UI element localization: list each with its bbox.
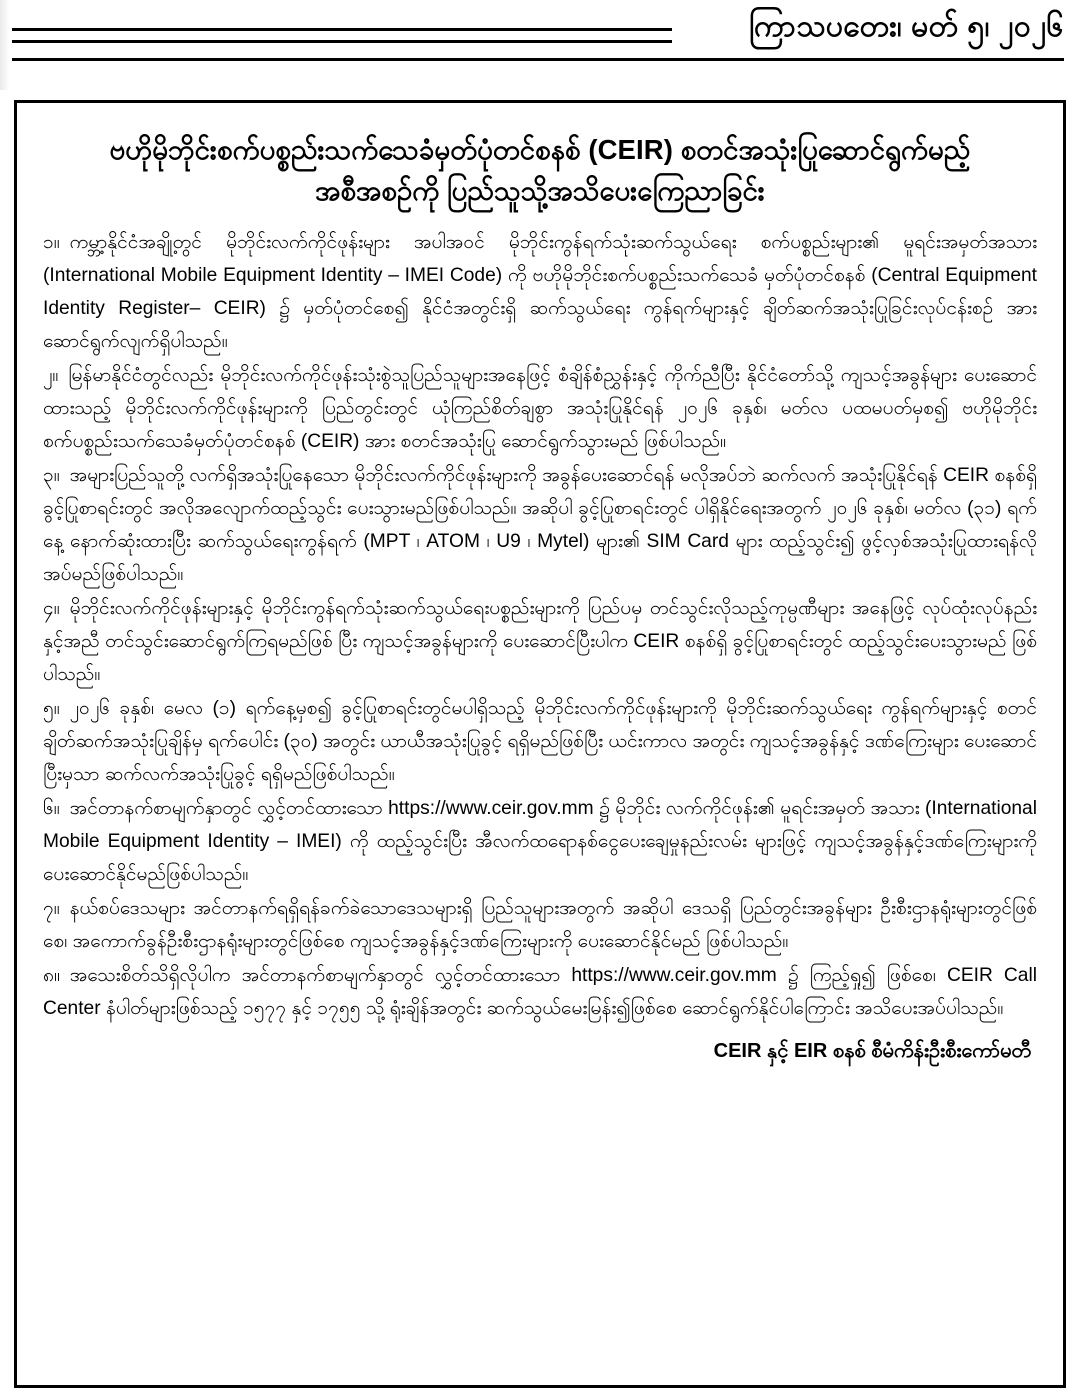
announcement-title (43, 129, 1037, 212)
header-divider-bottom (12, 58, 1064, 61)
announcement-article (14, 100, 1066, 1388)
paragraph-2 (43, 359, 1037, 458)
announcement-body (43, 226, 1037, 1025)
paragraph-6-number: ၆။ (43, 797, 60, 819)
paragraph-3-text: အများပြည်သူတို့ လက်ရှိအသုံးပြုနေသော မိုဘိုင်းလက်ကိုင်ဖုန်းများကို အခွန်ပေးဆောင်ရန် မလိုအပ်ဘဲ ဆက်လက် အသုံးပြုနိုင်ရန် CEIR စနစ်ရှိ ခွင့်ပြုစာရင်းတွင် အလိုအလျောက်ထည့်သွင်း ပေးသွားမည်ဖြစ်ပါသည်။ အဆိုပါ ခွင့်ပြုစာရင်းတွင် ပါရှိနိုင်ရေးအတွက် ၂၀၂၆ ခုနှစ်၊ မတ်လ (၃၁) ရက်နေ့ နောက်ဆုံးထားပြီး ဆက်သွယ်ရေးကွန်ရက် (MPT ၊ ATOM ၊ U9 ၊ Mytel) များ၏ SIM Card များ ထည့်သွင်း၍ ဖွင့်လှစ်အသုံးပြုထားရန်လိုအပ်မည်ဖြစ်ပါသည်။ (43, 464, 1037, 585)
paragraph-7-number: ၇။ (43, 897, 60, 919)
title-line-2: အစီအစဉ်ကို ပြည်သူသို့အသိပေးကြေညာခြင်း (315, 175, 765, 207)
header-divider-top (12, 28, 672, 31)
paragraph-6 (43, 792, 1037, 891)
paragraph-5-text: ၂၀၂၆ ခုနှစ်၊ မေလ (၁) ရက်နေ့မှစ၍ ခွင့်ပြုစာရင်းတွင်မပါရှိသည့် မိုဘိုင်းလက်ကိုင်ဖုန်းများကို မိုဘိုင်းဆက်သွယ်ရေး ကွန်ရက်များနှင့် စတင်ချိတ်ဆက်အသုံးပြုချိန်မှ ရက်ပေါင်း (၃၀) အတွင်း ယာယီအသုံးပြုခွင့် ရရှိမည်ဖြစ်ပြီး ယင်းကာလ အတွင်း ကျသင့်အခွန်နှင့် ဒဏ်ကြေးများ ပေးဆောင်ပြီးမှသာ ဆက်လက်အသုံးပြုခွင့် ရရှိမည်ဖြစ်ပါသည်။ (43, 697, 1037, 785)
paragraph-5-number: ၅။ (43, 697, 60, 719)
paragraph-1-number: ၁။ (43, 231, 60, 253)
paragraph-4-number: ၄။ (43, 597, 60, 619)
title-line-1: ဗဟိုမိုဘိုင်းစက်ပစ္စည်းသက်သေခံမှတ်ပုံတင်စနစ် (CEIR) စတင်အသုံးပြုဆောင်ရွက်မည့် (109, 134, 971, 165)
paragraph-1 (43, 226, 1037, 358)
paragraph-2-text: မြန်မာနိုင်ငံတွင်လည်း မိုဘိုင်းလက်ကိုင်ဖုန်းသုံးစွဲသူပြည်သူများအနေဖြင့် စံချိန်စံညွှန်းနှင့် ကိုက်ညီပြီး နိုင်ငံတော်သို့ ကျသင့်အခွန်များ ပေးဆောင်ထားသည့် မိုဘိုင်းလက်ကိုင်ဖုန်းများကို ပြည်တွင်းတွင် ယုံကြည်စိတ်ချစွာ အသုံးပြုနိုင်ရန် ၂၀၂၆ ခုနှစ်၊ မတ်လ ပထမပတ်မှစ၍ ဗဟိုမိုဘိုင်း စက်ပစ္စည်းသက်သေခံမှတ်ပုံတင်စနစ် (CEIR) အား စတင်အသုံးပြု ဆောင်ရွက်သွားမည် ဖြစ်ပါသည်။ (43, 364, 1037, 452)
paragraph-4 (43, 592, 1037, 691)
paragraph-5 (43, 692, 1037, 791)
paragraph-6-text: အင်တာနက်စာမျက်နှာတွင် လွှင့်တင်ထားသော https://www.ceir.gov.mm ၌ မိုဘိုင်း လက်ကိုင်ဖုန်း၏ မူရင်းအမှတ် အသား (International Mobile Equipment Identity – IMEI) ကို ထည့်သွင်းပြီး အီလက်ထရောနစ်ငွေပေးချေမှုနည်းလမ်း များဖြင့် ကျသင့်အခွန်နှင့်ဒဏ်ကြေးများကို ပေးဆောင်နိုင်မည်ဖြစ်ပါသည်။ (43, 797, 1037, 885)
paragraph-3-number: ၃။ (43, 464, 60, 486)
header-divider-middle (12, 40, 672, 43)
page-header (0, 0, 1080, 82)
paragraph-8-number: ၈။ (43, 964, 60, 986)
signature-line: CEIR နှင့် EIR စနစ် စီမံကိန်းဦးစီးကော်မတီ (713, 1039, 1031, 1062)
paragraph-4-text: မိုဘိုင်းလက်ကိုင်ဖုန်းများနှင့် မိုဘိုင်းကွန်ရက်သုံးဆက်သွယ်ရေးပစ္စည်းများကို ပြည်ပမှ တင်သွင်းလိုသည့်ကုမ္ပဏီများ အနေဖြင့် လုပ်ထုံးလုပ်နည်းနှင့်အညီ တင်သွင်းဆောင်ရွက်ကြရမည်ဖြစ် ပြီး ကျသင့်အခွန်များကို ပေးဆောင်ပြီးပါက CEIR စနစ်ရှိ ခွင့်ပြုစာရင်းတွင် ထည့်သွင်းပေးသွားမည် ဖြစ်ပါသည်။ (43, 597, 1037, 685)
paragraph-1-text: ကမ္ဘာ့နိုင်ငံအချို့တွင် မိုဘိုင်းလက်ကိုင်ဖုန်းများ အပါအဝင် မိုဘိုင်းကွန်ရက်သုံးဆက်သွယ်ရေး စက်ပစ္စည်းများ၏ မူရင်းအမှတ်အသား (International Mobile Equipment Identity – IMEI Code) ကို ဗဟိုမိုဘိုင်းစက်ပစ္စည်းသက်သေခံ မှတ်ပုံတင်စနစ် (Central Equipment Identity Register– CEIR) ၌ မှတ်ပုံတင်စေ၍ နိုင်ငံအတွင်းရှိ ဆက်သွယ်ရေး ကွန်ရက်များနှင့် ချိတ်ဆက်အသုံးပြုခြင်းလုပ်ငန်းစဉ် အား ဆောင်ရွက်လျက်ရှိပါသည်။ (43, 231, 1037, 352)
paragraph-8-text: အသေးစိတ်သိရှိလိုပါက အင်တာနက်စာမျက်နှာတွင် လွှင့်တင်ထားသော https://www.ceir.gov.mm ၌ ကြည့်ရှု၍ ဖြစ်စေ၊ CEIR Call Center နံပါတ်များဖြစ်သည့် ၁၅၇၇ နှင့် ၁၇၅၅ သို့ ရုံးချိန်အတွင်း ဆက်သွယ်မေးမြန်း၍ဖြစ်စေ ဆောင်ရွက်နိုင်ပါကြောင်း အသိပေးအပ်ပါသည်။ (43, 964, 1037, 1019)
paragraph-7 (43, 892, 1037, 958)
paragraph-3 (43, 459, 1037, 591)
paragraph-2-number: ၂။ (43, 364, 59, 386)
header-dateline: ကြာသပတေး၊ မတ် ၅၊ ၂၀၂၆ (749, 10, 1064, 43)
paragraph-8 (43, 959, 1037, 1025)
paragraph-7-text: နယ်စပ်ဒေသများ အင်တာနက်ရရှိရန်ခက်ခဲသောဒေသများရှိ ပြည်သူများအတွက် အဆိုပါ ဒေသရှိ ပြည်တွင်းအခွန်များ ဦးစီးဌာနရုံးများတွင်ဖြစ်စေ၊ အကောက်ခွန်ဦးစီးဌာနရုံးများတွင်ဖြစ်စေ ကျသင့်အခွန်နှင့်ဒဏ်ကြေးများကို ပေးဆောင်နိုင်မည် ဖြစ်ပါသည်။ (43, 897, 1037, 952)
